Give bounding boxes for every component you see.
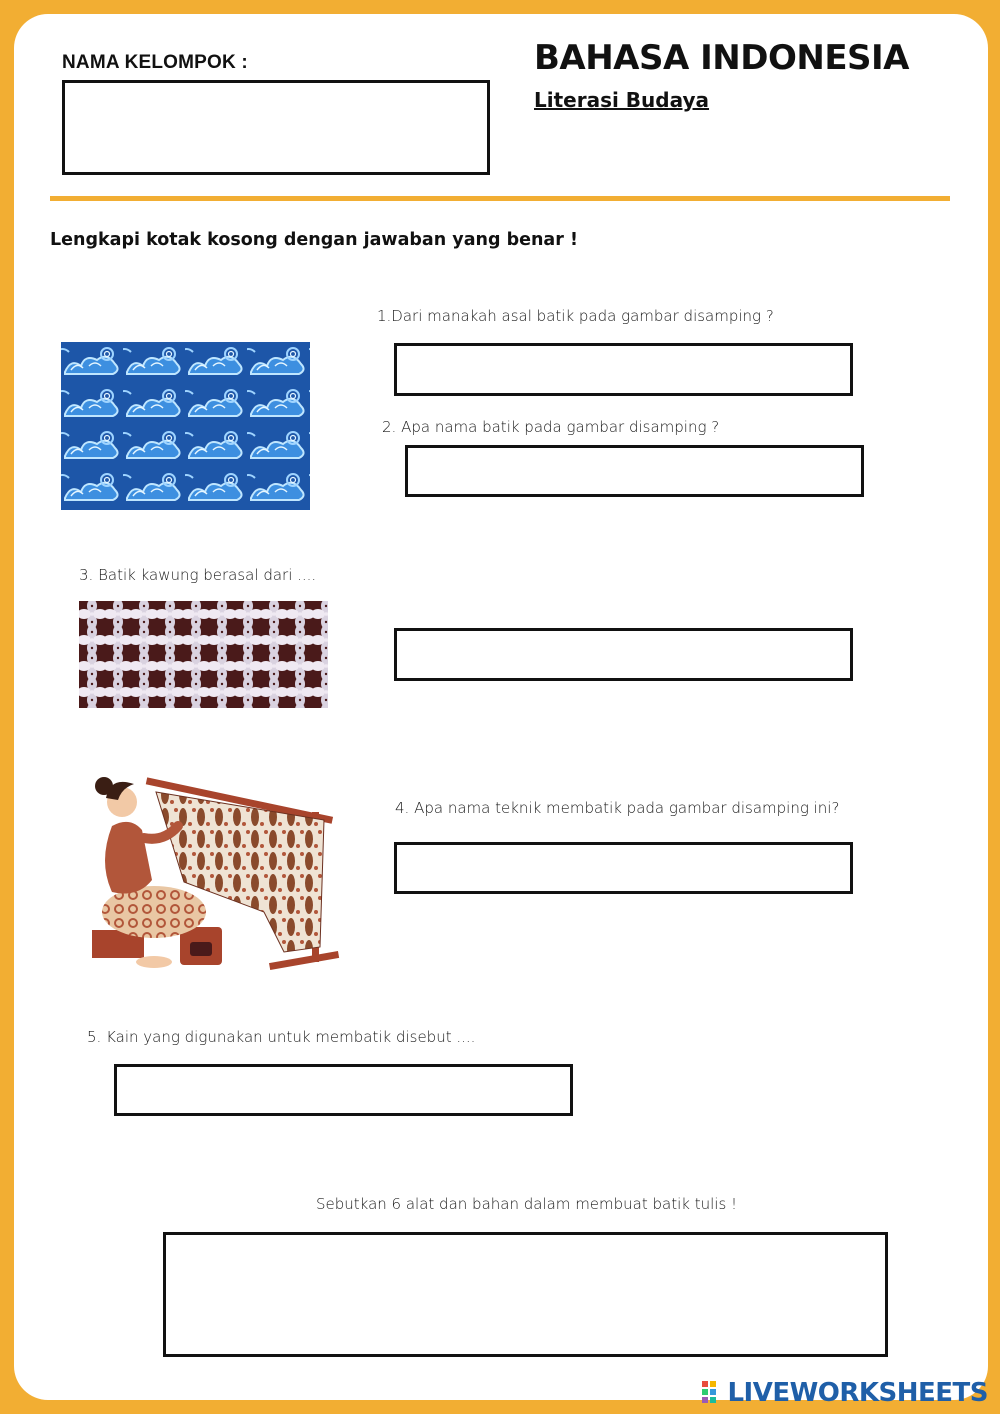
- brand-text: LIVEWORKSHEETS: [727, 1378, 988, 1408]
- page-subtitle: Literasi Budaya: [534, 88, 710, 112]
- final-question-answer-input[interactable]: [163, 1232, 888, 1357]
- batik-megamendung-image: [61, 342, 310, 510]
- question-2-text: 2. Apa nama batik pada gambar disamping ?: [382, 418, 720, 436]
- question-1-answer-input[interactable]: [394, 343, 853, 396]
- question-5-text: 5. Kain yang digunakan untuk membatik disebut ....: [87, 1028, 476, 1046]
- group-name-input[interactable]: [62, 80, 490, 175]
- question-4-text: 4. Apa nama teknik membatik pada gambar disamping ini?: [395, 799, 840, 817]
- question-5-answer-input[interactable]: [114, 1064, 573, 1116]
- question-3-answer-input[interactable]: [394, 628, 853, 681]
- liveworksheets-logo-icon: [702, 1380, 724, 1410]
- page-title: BAHASA INDONESIA: [534, 38, 909, 78]
- liveworksheets-brand[interactable]: [702, 1378, 988, 1410]
- header-divider: [50, 196, 950, 201]
- final-question-text: Sebutkan 6 alat dan bahan dalam membuat batik tulis !: [316, 1195, 738, 1213]
- batik-kawung-image: [79, 601, 328, 708]
- instruction-text: Lengkapi kotak kosong dengan jawaban yang benar !: [50, 230, 578, 250]
- question-4-answer-input[interactable]: [394, 842, 853, 894]
- question-2-answer-input[interactable]: [405, 445, 864, 497]
- question-3-text: 3. Batik kawung berasal dari ....: [79, 566, 317, 584]
- woman-making-batik-image: [84, 762, 340, 972]
- worksheet-page: [14, 14, 988, 1400]
- question-1-text: 1.Dari manakah asal batik pada gambar disamping ?: [377, 307, 774, 325]
- group-name-label: NAMA KELOMPOK :: [62, 52, 248, 73]
